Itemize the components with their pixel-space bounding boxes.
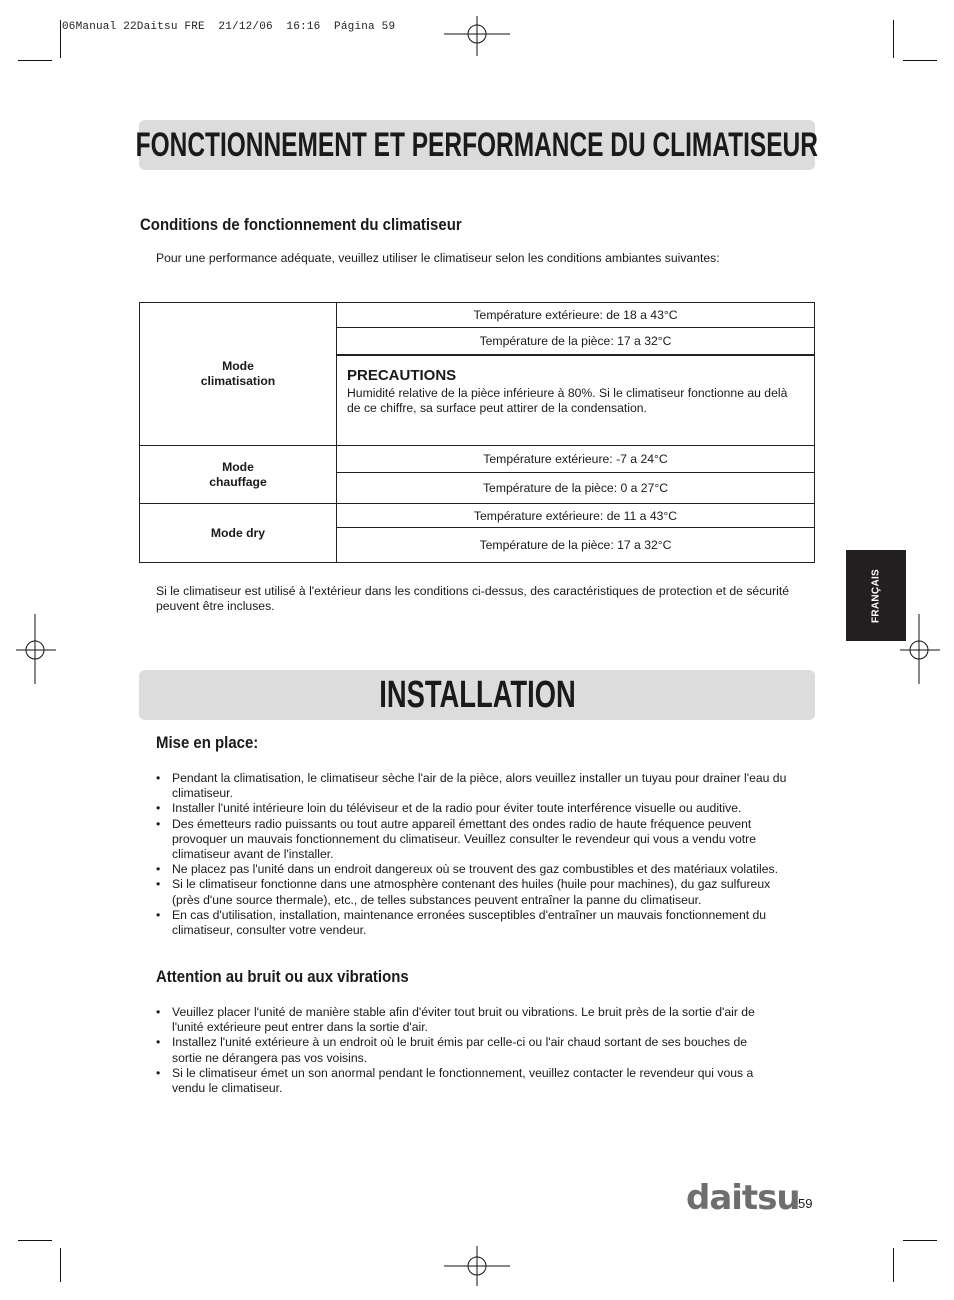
registration-mark-top — [444, 16, 510, 56]
table-row-heating-outdoor — [140, 446, 815, 473]
installation-section-title: INSTALLATION — [378, 673, 576, 716]
mode-heating-label-2: chauffage — [209, 474, 267, 489]
page-number: 59 — [798, 1196, 813, 1211]
language-tab-label: FRANÇAIS — [870, 568, 882, 623]
mode-cooling-label-1: Mode — [222, 359, 254, 373]
list-item — [156, 1005, 776, 1035]
dry-room-temp: Température de la pièce: 17 a 32°C — [337, 528, 815, 563]
performance-section-banner — [135, 120, 819, 170]
list-item-text: Veuillez placer l'unité de manière stable afin d'éviter tout bruit ou vibrations. Le bruit près de la sortie d'air de l'unité extérieure peut entrer dans la sortie d'air. — [172, 1005, 755, 1035]
mode-heating-cell — [140, 446, 337, 504]
mode-heating-label-1: Mode — [222, 459, 254, 474]
placement-heading: Mise en place: — [156, 733, 259, 752]
dry-outdoor-temp: Température extérieure: de 11 a 43°C — [337, 504, 815, 528]
performance-section-title: FONCTIONNEMENT ET PERFORMANCE DU CLIMATISEUR — [135, 125, 819, 164]
bullet-glyph: • — [156, 1005, 161, 1019]
list-item-text: Si le climatiseur fonctionne dans une atmosphère contenant des huiles (huile pour machines), du gaz sulfureux (près d'une source thermale), etc., de telles substances peuvent entraîner la panne du climatiseur. — [172, 877, 771, 907]
mode-dry-label: Mode dry — [210, 525, 266, 540]
cooling-room-temp: Température de la pièce: 17 a 32°C — [337, 328, 815, 356]
list-item-text: Pendant la climatisation, le climatiseur sèche l'air de la pièce, alors veuillez installer un tuyau pour drainer l'eau du climatiseur. — [172, 771, 787, 801]
daitsu-logo: daitsu — [686, 1178, 800, 1218]
list-item — [156, 908, 798, 938]
table-row-dry-outdoor — [140, 504, 815, 528]
heating-room-temp: Température de la pièce: 0 a 27°C — [337, 473, 815, 504]
precautions-cell — [337, 355, 815, 446]
list-item — [156, 862, 798, 877]
placement-list — [156, 771, 798, 938]
bullet-glyph: • — [156, 907, 161, 922]
mode-cooling-cell — [140, 303, 337, 446]
noise-list — [156, 1005, 776, 1096]
precautions-title: PRECAUTIONS — [347, 367, 457, 384]
conditions-heading: Conditions de fonctionnement du climatiseur — [140, 215, 462, 234]
conditions-table — [139, 302, 815, 563]
mode-dry-cell — [140, 504, 337, 563]
list-item — [156, 877, 798, 907]
list-item-text: Installez l'unité extérieure à un endroit où le bruit émis par celle-ci ou l'air chaud sortant de ses bouches de sortie ne dérangera pas vos voisins. — [172, 1035, 748, 1065]
list-item-text: En cas d'utilisation, installation, maintenance erronées susceptibles d'entraîner un mauvais fonctionnement du climatiseur, consulter votre vendeur. — [172, 907, 767, 938]
print-header: 06Manual 22Daitsu FRE 21/12/06 16:16 Página 59 — [62, 21, 396, 33]
list-item-text: Si le climatiseur émet un son anormal pendant le fonctionnement, veuillez contacter le revendeur qui vous a vendu le climatiseur. — [172, 1065, 754, 1096]
table-row-cooling-outdoor — [140, 303, 815, 328]
bullet-glyph: • — [156, 862, 161, 877]
conditions-intro: Pour une performance adéquate, veuillez utiliser le climatiseur selon les conditions ambiantes suivantes: — [156, 251, 720, 265]
heating-outdoor-temp: Température extérieure: -7 a 24°C — [337, 446, 815, 473]
language-tab — [846, 550, 906, 641]
outdoor-use-note: Si le climatiseur est utilisé à l'extérieur dans les conditions ci-dessus, des caractéristiques de protection et de sécurité peuvent être incluses. — [156, 584, 789, 614]
cooling-outdoor-temp: Température extérieure: de 18 a 43°C — [337, 303, 815, 328]
list-item-text: Des émetteurs radio puissants ou tout autre appareil émettant des ondes radio de haute fréquence peuvent provoquer un mauvais fonctionnement du climatiseur. Veuillez consulter le revendeur qui vous a vendu votre climatiseur avant de l'installer. — [172, 816, 756, 862]
list-item-text: Installer l'unité intérieure loin du téléviseur et de la radio pour éviter toute interférence visuelle ou auditive. — [172, 801, 742, 816]
bullet-glyph: • — [156, 771, 161, 785]
bullet-glyph: • — [156, 816, 161, 831]
list-item — [156, 771, 798, 801]
bullet-glyph: • — [156, 877, 161, 892]
list-item-text: Ne placez pas l'unité dans un endroit dangereux où se trouvent des gaz combustibles et des matériaux volatiles. — [172, 862, 778, 877]
bullet-glyph: • — [156, 1035, 161, 1050]
list-item — [156, 801, 798, 816]
registration-mark-right — [900, 614, 940, 684]
installation-section-banner — [139, 670, 815, 720]
registration-mark-bottom — [444, 1246, 510, 1286]
list-item — [156, 1035, 776, 1065]
list-item — [156, 817, 798, 863]
precautions-text: Humidité relative de la pièce inférieure à 80%. Si le climatiseur fonctionne au delà de ce chiffre, sa surface peut attirer de la condensation. — [347, 386, 788, 416]
bullet-glyph: • — [156, 801, 161, 816]
registration-mark-left — [16, 614, 56, 684]
mode-cooling-label-2: climatisation — [200, 374, 276, 388]
list-item — [156, 1066, 776, 1096]
noise-heading: Attention au bruit ou aux vibrations — [156, 967, 409, 986]
bullet-glyph: • — [156, 1065, 161, 1080]
